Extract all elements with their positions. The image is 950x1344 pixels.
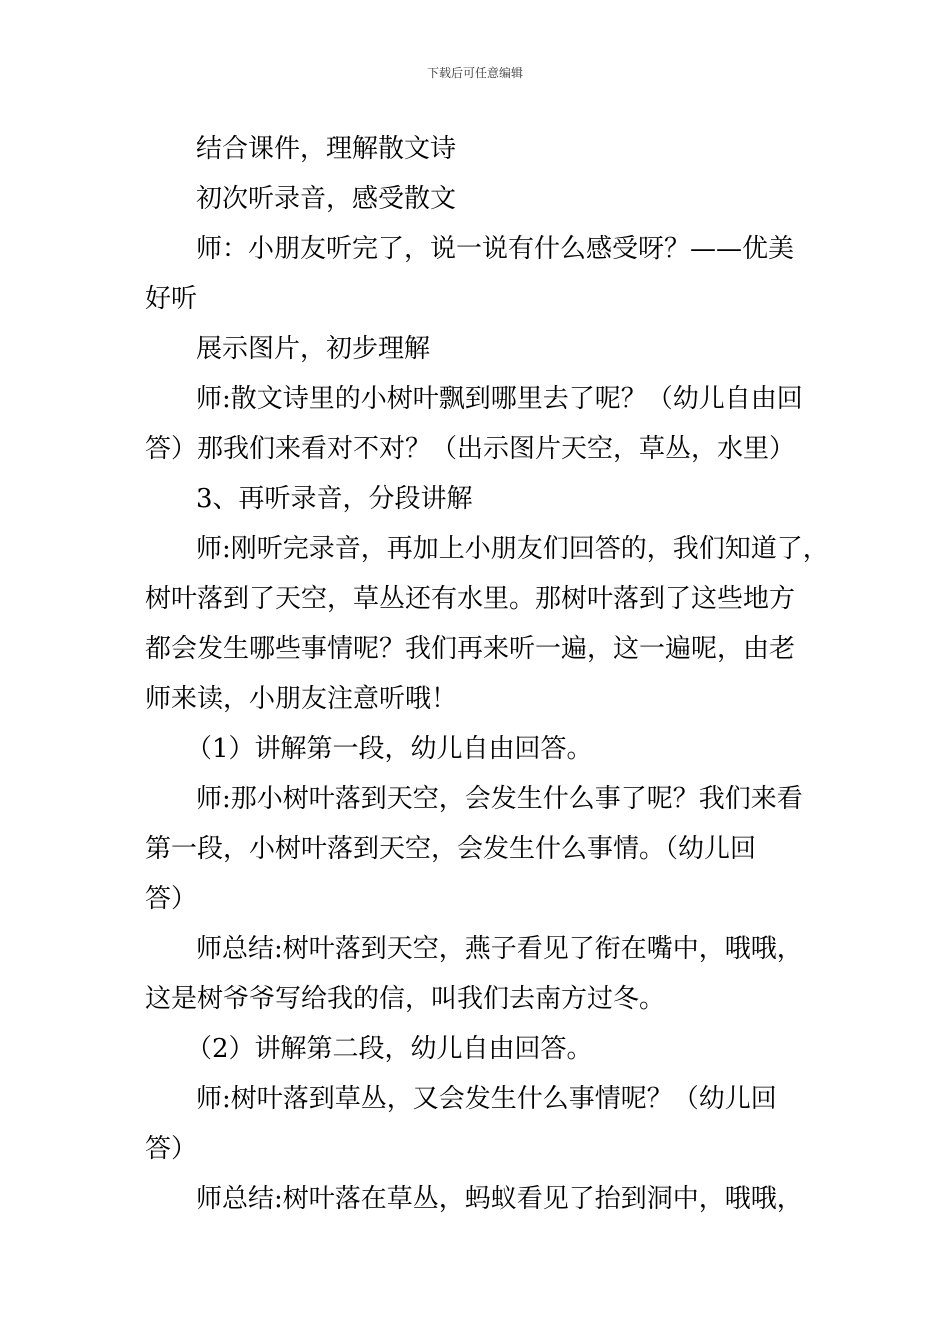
text-line: 3、再听录音，分段讲解 xyxy=(196,484,473,514)
text-line: 结合课件，理解散文诗 xyxy=(196,134,457,164)
text-line: 答）那我们来看对不对？（出示图片天空，草丛，水里） xyxy=(145,434,796,464)
text-line: 第一段，小树叶落到天空，会发生什么事情。（幼儿回 xyxy=(145,834,757,864)
text-line: 答） xyxy=(145,884,198,914)
text-line: 这是树爷爷写给我的信，叫我们去南方过冬。 xyxy=(145,984,666,1014)
text-line: 师:刚听完录音，再加上小朋友们回答的，我们知道了， xyxy=(196,534,829,564)
text-line: 师：小朋友听完了，说一说有什么感受呀？——优美 xyxy=(196,234,795,264)
text-line: 树叶落到了天空，草丛还有水里。那树叶落到了这些地方 xyxy=(145,584,796,614)
text-line: （2）讲解第二段，幼儿自由回答。 xyxy=(186,1034,593,1064)
text-line: 师:树叶落到草丛，又会发生什么事情呢？（幼儿回 xyxy=(196,1084,777,1114)
text-line: 都会发生哪些事情呢？我们再来听一遍，这一遍呢，由老 xyxy=(145,634,796,664)
text-line: 展示图片，初步理解 xyxy=(196,334,431,364)
text-line: （1）讲解第一段，幼儿自由回答。 xyxy=(186,734,593,764)
text-line: 初次听录音，感受散文 xyxy=(196,184,457,214)
text-line: 师:那小树叶落到天空，会发生什么事了呢？我们来看 xyxy=(196,784,803,814)
text-line: 师来读，小朋友注意听哦！ xyxy=(145,684,458,714)
text-line: 师:散文诗里的小树叶飘到哪里去了呢？（幼儿自由回 xyxy=(196,384,803,414)
text-line: 师总结:树叶落到天空，燕子看见了衔在嘴中，哦哦， xyxy=(196,934,803,964)
text-line: 师总结:树叶落在草丛，蚂蚁看见了抬到洞中，哦哦， xyxy=(196,1184,803,1214)
page-header: 下载后可任意编辑 xyxy=(426,66,523,80)
text-line: 好听 xyxy=(145,284,198,314)
text-line: 答） xyxy=(145,1134,198,1164)
